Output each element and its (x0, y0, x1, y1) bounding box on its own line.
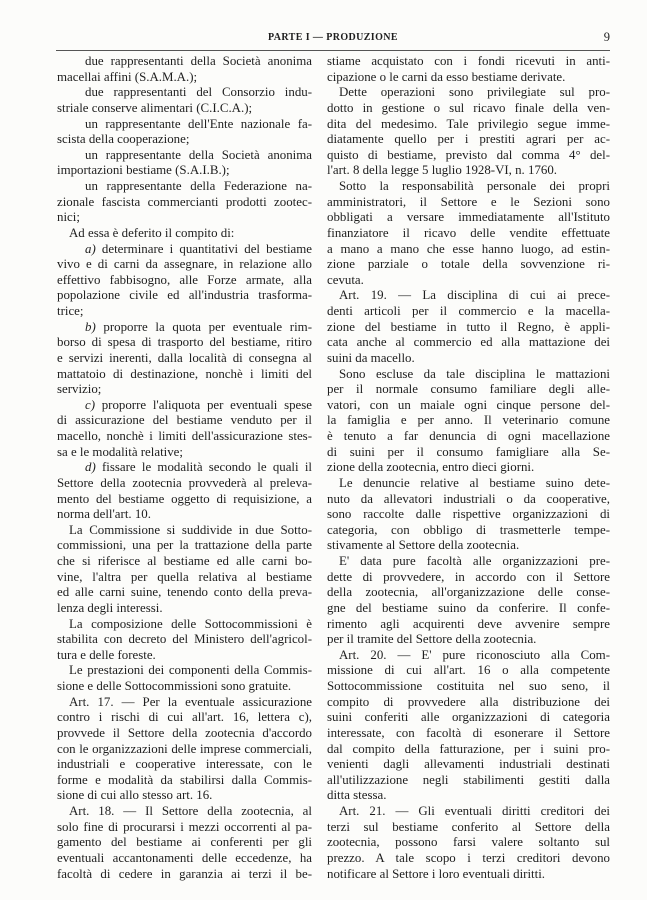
text-line: Le denuncie relative al bestiame suino dete- (339, 475, 610, 490)
text-line: due rappresentanti del Consorzio indu- (85, 85, 312, 100)
text-line: finanziatore il ricavo delle vendite effettuate (327, 225, 610, 240)
text-line: cata anche al commercio ed alla mattazione dei (327, 335, 610, 350)
text-line: dotto in gestione o sul ricavo finale della ven- (327, 100, 610, 115)
text-line: stivamente al Settore della zootecnia. (327, 538, 520, 553)
paragraph (327, 554, 610, 648)
text-line: lenza degli interessi. (57, 600, 163, 615)
text-line: contro i rischi di cui all'art. 16, lettera c), (57, 710, 312, 725)
text-line: striale conserve alimentari (C.I.C.A.); (57, 100, 253, 115)
text-line: della zootecnia, all'organizzazione delle conse- (327, 585, 610, 600)
text-line: provvede il Settore della zootecnia d'accordo (57, 725, 312, 740)
paragraph (327, 288, 610, 366)
text-line: nici; (57, 210, 80, 225)
paragraph (57, 117, 312, 148)
text-line: per il normale consumo familiare degli alle- (327, 382, 610, 397)
text-line: notificare al Settore i loro eventuali diritti. (327, 866, 545, 881)
page-header (56, 30, 610, 51)
line-text: determinare i quantitativi del bestiame (95, 241, 312, 256)
text-line: di assicurazione del bestiame venduto per il (57, 413, 312, 428)
text-line: industriali e cooperative interessate, con le (57, 757, 312, 772)
text-line: stabilita con decreto del Ministero dell'agricol- (57, 632, 312, 647)
paragraph (57, 460, 312, 523)
text-line: scista della cooperazione; (57, 132, 190, 147)
text-line: compito di provvedere alla distribuzione dei (327, 694, 610, 709)
text-line: Le prestazioni dei componenti della Commis- (69, 663, 312, 678)
text-line (57, 320, 312, 336)
text-line: all'utilizzazione negli stabilimenti gestiti dalla (327, 772, 610, 787)
text-line: Art. 18. — Il Settore della zootecnia, al (69, 804, 312, 818)
paragraph (57, 148, 312, 179)
text-line: macello, nonchè i limiti dell'assicurazione stes- (57, 429, 312, 443)
text-line: dal compito della fatturazione, per i suini pro- (327, 741, 610, 756)
text-line: vivo e di carni da assegnare, in relazione allo (57, 257, 312, 272)
text-line: suini da macello. (327, 350, 415, 365)
text-line: nuto da allevatori industriali o da cooperative, (327, 491, 610, 506)
paragraph (327, 54, 610, 85)
paragraph (57, 663, 312, 694)
text-line: trice; (57, 304, 84, 318)
text-line: quisto di bestiame, previsto dal comma 4° del- (327, 147, 610, 162)
page-number: 9 (603, 30, 610, 44)
text-line: ditta stessa. (327, 788, 387, 803)
text-line: amministratori, il Settore e le Sezioni sono (327, 194, 610, 209)
text-line: che si riferisce al bestiame ed alle carni bo- (57, 554, 312, 568)
paragraph (57, 54, 312, 85)
text-line: vine, l'altra per quella relativa al bestiame (57, 569, 312, 584)
text-line: norma dell'art. 10. (57, 507, 151, 522)
paragraph (57, 320, 312, 398)
paragraph (327, 648, 610, 804)
text-line: è tenuto a far denuncia di ogni macellazione (327, 429, 610, 443)
line-text: proporre l'aliquota per eventuali spese (95, 397, 312, 412)
text-line: suini conferiti alle organizzazioni di categoria (327, 710, 610, 725)
list-marker: b) (85, 319, 96, 334)
text-line: La composizione delle Sottocommissioni è (69, 616, 312, 631)
text-line: un rappresentante della Società anonima (85, 147, 312, 162)
text-line: a mano a mano che esse hanno luogo, ad estin- (327, 241, 610, 256)
text-line: ed alle carni suine, tenendo conto della preva- (57, 585, 312, 600)
running-title: PARTE I — PRODUZIONE (268, 32, 398, 43)
text-line: un rappresentante dell'Ente nazionale fa- (85, 116, 312, 131)
text-line: dita del medesimo. Tale privilegio segue imme- (327, 116, 610, 131)
text-line: Settore della zootecnia provvederà al preleva- (57, 475, 312, 490)
text-line: Sono escluse da tale disciplina le mattazioni (339, 366, 610, 381)
text-line: eventuali accantonamenti delle eccedenze, ha (57, 850, 312, 865)
paragraph (327, 476, 610, 554)
list-marker: c) (85, 397, 96, 412)
text-line: prezzo. A tale scopo i terzi creditori devono (327, 850, 610, 865)
text-line: Dette operazioni sono privilegiate sul pro- (339, 85, 610, 100)
text-line: mattatoio di destinazione, nonchè i limiti del (57, 366, 312, 381)
text-line: denti articoli per il commercio e la macella- (327, 304, 610, 318)
text-line: obbligati a versare immediatamente all'Istituto (327, 210, 610, 225)
text-line: vatori, con un maiale ogni cinque persone del- (327, 397, 610, 412)
text-line: solo fine di procurarsi i mezzi occorrenti al pa- (57, 819, 312, 834)
text-line: venienti dagli allevamenti industriali destinati (327, 757, 610, 772)
text-line: importazioni bestiame (S.A.I.B.); (57, 163, 230, 178)
paragraph (57, 695, 312, 804)
text-line: cevuta. (327, 272, 364, 287)
text-line: terzi sul bestiame conferito al Settore della (327, 819, 610, 834)
text-line: interessate, con facoltà di esonerare il Settore (327, 725, 610, 740)
text-line: gamento del bestiame ai conferenti per gli (57, 835, 312, 850)
text-line: commissioni, una per la trattazione della parte (57, 538, 312, 553)
text-line: zione della zootecnia, entro dieci giorni. (327, 460, 535, 475)
list-marker: a) (85, 241, 96, 256)
text-line: Art. 21. — Gli eventuali diritti creditori dei (339, 804, 610, 818)
text-line: E' data pure facoltà alle organizzazioni pre- (339, 554, 610, 568)
text-line: effettivo fabbisogno, alle Forze armate, alla (57, 272, 312, 287)
text-line: Ad essa è deferito il compito di: (69, 225, 235, 240)
text-line: sono raccolte dalle rispettive organizzazioni di (327, 507, 610, 522)
line-text: fissare le modalità secondo le quali il (95, 460, 312, 475)
text-line: di suini per il consumo famigliare alla Se- (327, 444, 610, 459)
paragraph (327, 804, 610, 882)
text-line: con le organizzazioni delle imprese commerciali, (57, 741, 312, 756)
text-line: sione e delle Sottocommissioni sono gratuite. (57, 679, 292, 693)
text-line: mento del bestiame oggetto di requisizione, a (57, 491, 312, 506)
text-line: servizio; (57, 382, 102, 397)
text-line: zione del bestiame in tutto il Regno, è appli- (327, 319, 610, 334)
text-line: borso di spesa di trasporto del bestiame, ritiro (57, 335, 312, 350)
text-line: l'art. 8 della legge 5 luglio 1928-VI, n. 1760. (327, 163, 558, 178)
text-line: sa e le modalità relative; (57, 444, 183, 459)
paragraph (57, 523, 312, 617)
text-line: Art. 17. — Per la eventuale assicurazione (69, 694, 312, 709)
text-line: zione parziale o totale della sovvenzione ri- (327, 257, 610, 272)
paragraph (57, 398, 312, 461)
text-line: rimento agli acquirenti deve avvenire sempre (327, 616, 610, 631)
paragraph (57, 242, 312, 320)
text-line: Art. 20. — E' pure riconosciuto alla Com- (339, 647, 610, 662)
text-line: cipazione o le carni da esso bestiame derivate. (327, 69, 566, 84)
paragraph (57, 85, 312, 116)
text-line: zootecnia, possono farsi valere soltanto sul (327, 835, 610, 850)
paragraph (57, 226, 312, 242)
text-line: categoria, con obbligo di trasmetterle tempe- (327, 522, 610, 537)
text-line: e servizi inerenti, dalla località di consegna al (57, 350, 312, 365)
text-line: un rappresentante della Federazione na- (85, 179, 312, 193)
left-column (57, 54, 312, 882)
text-line: Sottocommissione costituita nel suo seno, il (327, 679, 610, 693)
text-line: sione di cui allo stesso art. 16. (57, 788, 213, 803)
text-line: tura e delle foreste. (57, 647, 156, 662)
text-line (57, 242, 312, 258)
text-line: per il tramite del Settore della zootecnia. (327, 632, 537, 647)
paragraph (57, 617, 312, 664)
text-line: Sotto la responsabilità personale dei propri (339, 179, 610, 193)
paragraph (327, 85, 610, 179)
text-line: zionale fascista commercianti prodotti zootec- (57, 194, 312, 209)
paragraph (57, 804, 312, 882)
text-line: missione di cui all'art. 16 o alla competente (327, 663, 610, 678)
text-line: dette di provvedere, in accordo con il Settore (327, 569, 610, 584)
text-line (57, 460, 312, 476)
text-line (57, 398, 312, 414)
paragraph (327, 179, 610, 288)
text-line: la famiglia e per anno. Il veterinario comune (327, 413, 610, 428)
text-line: gne del bestiame suino da conferire. Il confe- (327, 600, 610, 615)
paragraph (327, 367, 610, 476)
text-line: facoltà di cedere in garanzia ai terzi il be- (57, 866, 312, 881)
text-line: due rappresentanti della Società anonima (85, 54, 312, 68)
text-line: popolazione civile ed all'industria trasforma- (57, 288, 312, 303)
text-line: diatamente quello per i prestiti agrari per ac- (327, 132, 610, 147)
line-text: proporre la quota per eventuale rim- (95, 319, 312, 334)
paragraph (57, 179, 312, 226)
text-line: La Commissione si suddivide in due Sotto- (69, 522, 312, 537)
text-line: stiame acquistato con i fondi ricevuti in anti- (327, 54, 610, 68)
text-line: macellai affini (S.A.M.A.); (57, 69, 198, 84)
text-line: Art. 19. — La disciplina di cui ai prece- (339, 288, 610, 303)
right-column (327, 54, 610, 882)
list-marker: d) (85, 460, 96, 475)
text-line: forme e modalità da stabilirsi dalla Commis- (57, 772, 312, 787)
